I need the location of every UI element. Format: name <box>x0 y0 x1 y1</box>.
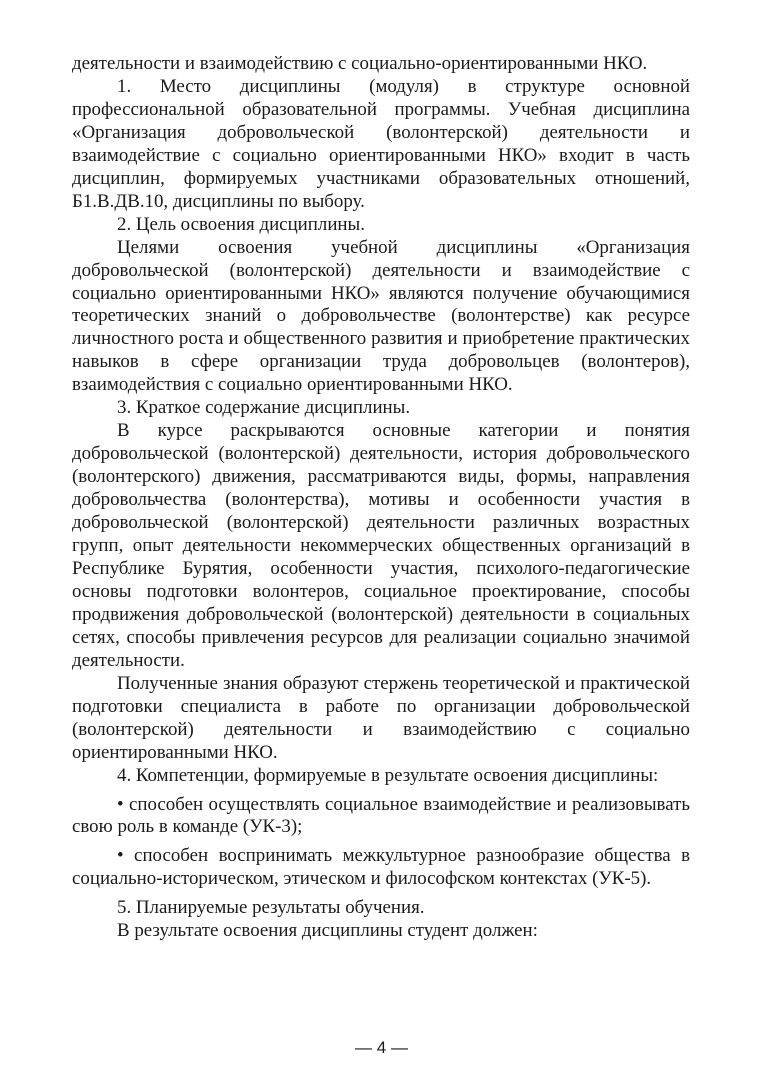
document-page <box>72 53 690 943</box>
paragraph-student-should: В результате освоения дисциплины студент должен: <box>117 920 538 942</box>
paragraph-discipline-place: 1. Место дисциплины (модуля) в структуре основной профессиональной образовательной программы. Учебная дисциплина «Организация добровольческой (волонтерской) деятельности и взаимодействие с социально ориентированными НКО» входит в часть дисциплин, формируемых участниками образовательных отношений, Б1.В.ДВ.10, дисциплины по выбору. <box>72 75 690 212</box>
paragraph-knowledge: Полученные знания образуют стержень теоретической и практической подготовки специалиста в работе по организации добровольческой (волонтерской) деятельности и взаимодействию с социально ориентированными НКО. <box>72 672 690 763</box>
paragraph-goal: Целями освоения учебной дисциплины «Организация добровольческой (волонтерской) деятельности и взаимодействие с социально ориентированными НКО» являются получение обучающимися теоретических знаний о добровольчестве (волонтерстве) как ресурсе личностного роста и общественного развития и приобретение практических навыков в сфере организации труда добровольцев (волонтеров), взаимодействия с социально ориентированными НКО. <box>72 236 690 396</box>
list-item-competency-uk3: • способен осуществлять социальное взаимодействие и реализовывать свою роль в команде (УК-3); <box>72 793 690 838</box>
heading-summary: 3. Краткое содержание дисциплины. <box>117 397 411 419</box>
paragraph-summary: В курсе раскрываются основные категории и понятия добровольческой (волонтерской) деятельности, история добровольческого (волонтерского) движения, рассматриваются виды, формы, направления добровольчества (волонтерства), мотивы и особенности участия в добровольческой (волонтерской) деятельности различных возрастных групп, опыт деятельности некоммерческих общественных организаций в Республике Бурятия, особенности участия, психолого-педагогические основы подготовки волонтеров, социальное проектирование, способы продвижения добровольческой (волонтерской) деятельности в социальных сетях, способы привлечения ресурсов для реализации социально значимой деятельности. <box>72 420 690 671</box>
paragraph-continuation: деятельности и взаимодействию с социально-ориентированными НКО. <box>72 53 648 74</box>
page-number: — 4 — <box>355 1038 408 1057</box>
heading-goal: 2. Цель освоения дисциплины. <box>117 213 365 235</box>
heading-competencies: 4. Компетенции, формируемые в результате освоения дисциплины: <box>117 764 659 786</box>
heading-learning-outcomes: 5. Планируемые результаты обучения. <box>117 897 425 919</box>
list-item-competency-uk5: • способен воспринимать межкультурное разнообразие общества в социально-историческом, этическом и философском контекстах (УК-5). <box>72 845 690 890</box>
